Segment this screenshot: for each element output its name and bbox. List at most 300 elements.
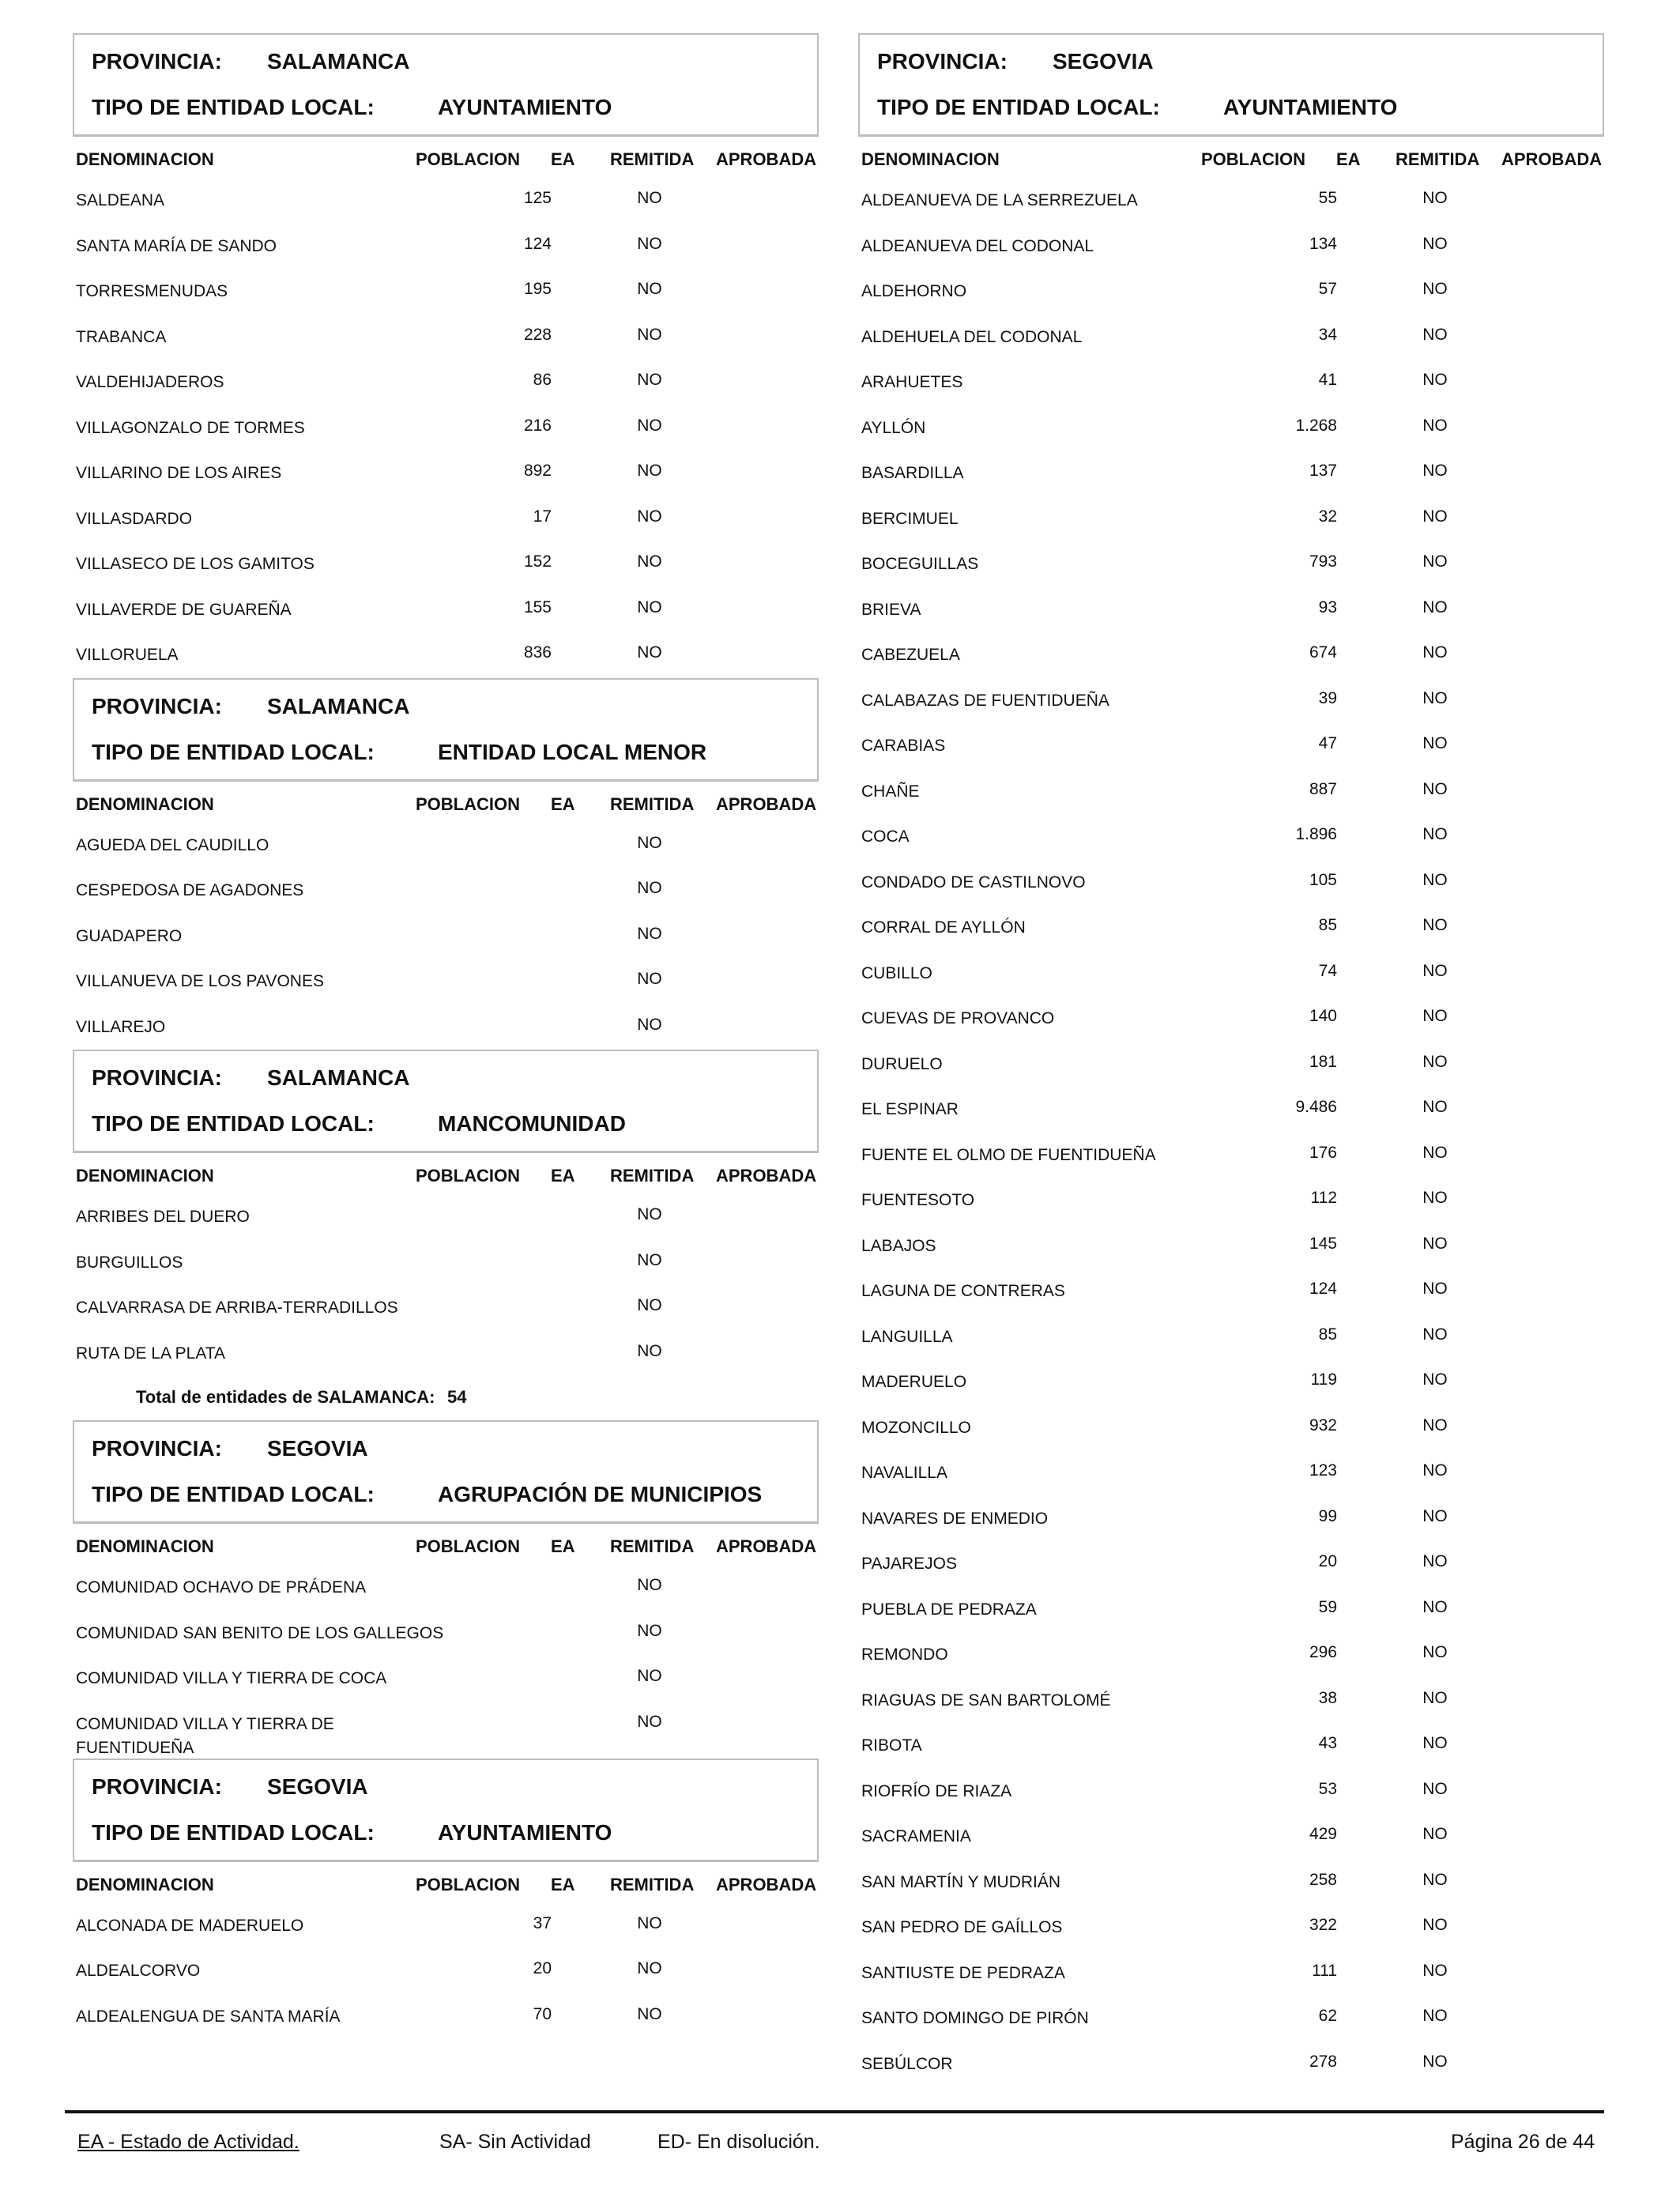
- denominacion-cell: VILLANUEVA DE LOS PAVONES: [76, 972, 324, 990]
- column-headers: [73, 781, 819, 823]
- table-row: [858, 1996, 1604, 2041]
- remitida-cell: NO: [1422, 1461, 1448, 1480]
- table-row: [858, 1042, 1604, 1088]
- poblacion-cell: 932: [1309, 1416, 1337, 1434]
- tipo-entidad-value: AYUNTAMIENTO: [438, 1819, 612, 1845]
- remitida-cell: NO: [1422, 734, 1448, 752]
- denominacion-cell: AGUEDA DEL CAUDILLO: [76, 835, 269, 854]
- denominacion-cell: DURUELO: [861, 1054, 943, 1073]
- col-header-poblacion: POBLACION: [416, 1536, 520, 1556]
- column-headers: [73, 136, 819, 178]
- poblacion-cell: 53: [1318, 1779, 1337, 1798]
- denominacion-cell: TORRESMENUDAS: [76, 282, 228, 300]
- remitida-cell: NO: [637, 371, 662, 389]
- remitida-cell: NO: [1422, 1416, 1448, 1434]
- denominacion-cell: ALDEANUEVA DE LA SERREZUELA: [861, 191, 1138, 209]
- denominacion-cell: ARAHUETES: [861, 373, 963, 391]
- col-header-aprobada: APROBADA: [716, 149, 817, 169]
- denominacion-cell: EL ESPINAR: [861, 1100, 959, 1118]
- col-header-denominacion: DENOMINACION: [76, 1166, 214, 1186]
- poblacion-cell: 47: [1318, 734, 1337, 752]
- col-header-ea: EA: [551, 149, 575, 169]
- poblacion-cell: 258: [1309, 1870, 1337, 1889]
- denominacion-cell: CONDADO DE CASTILNOVO: [861, 873, 1086, 892]
- remitida-cell: NO: [637, 325, 662, 344]
- poblacion-cell: 20: [533, 1959, 552, 1977]
- col-header-denominacion: DENOMINACION: [76, 1874, 214, 1894]
- table-row: [858, 1905, 1604, 1951]
- table-row: [73, 587, 819, 633]
- remitida-cell: NO: [1422, 1552, 1448, 1570]
- denominacion-cell: LABAJOS: [861, 1236, 936, 1255]
- poblacion-cell: 152: [523, 552, 552, 571]
- table-row: [73, 178, 819, 224]
- denominacion-cell: COMUNIDAD OCHAVO DE PRÁDENA: [76, 1578, 367, 1596]
- remitida-cell: NO: [637, 1250, 662, 1269]
- poblacion-cell: 887: [1309, 779, 1337, 798]
- poblacion-cell: 181: [1309, 1052, 1337, 1071]
- table-row: [858, 1405, 1604, 1451]
- column-headers: [73, 1861, 819, 1903]
- poblacion-cell: 123: [1309, 1461, 1337, 1480]
- table-row: [73, 823, 819, 869]
- table-row: [858, 1860, 1604, 1906]
- poblacion-cell: 137: [1309, 462, 1337, 480]
- col-header-remitida: REMITIDA: [610, 1166, 695, 1186]
- remitida-cell: NO: [637, 1621, 662, 1640]
- poblacion-cell: 296: [1309, 1643, 1337, 1661]
- col-header-aprobada: APROBADA: [716, 794, 817, 814]
- denominacion-cell: CALVARRASA DE ARRIBA-TERRADILLOS: [76, 1299, 398, 1317]
- denominacion-cell: CALABAZAS DE FUENTIDUEÑA: [861, 691, 1109, 710]
- col-header-ea: EA: [551, 794, 575, 814]
- table-row: [73, 496, 819, 542]
- poblacion-cell: 17: [533, 507, 552, 526]
- poblacion-cell: 20: [1318, 1552, 1337, 1570]
- table-row: [73, 1948, 819, 1994]
- denominacion-cell: COMUNIDAD VILLA Y TIERRA DE COCA: [76, 1669, 387, 1687]
- denominacion-cell: ALDEHORNO: [861, 282, 967, 300]
- denominacion-cell: VILLAVERDE DE GUAREÑA: [76, 600, 292, 619]
- remitida-cell: NO: [1422, 643, 1448, 662]
- remitida-cell: NO: [1422, 1597, 1448, 1616]
- denominacion-cell: CABEZUELA: [861, 646, 960, 664]
- remitida-cell: NO: [637, 2004, 662, 2023]
- remitida-cell: NO: [1422, 189, 1448, 207]
- denominacion-cell: PUEBLA DE PEDRAZA: [861, 1600, 1037, 1619]
- col-header-ea: EA: [551, 1536, 575, 1556]
- table-row: [858, 1223, 1604, 1269]
- table-row: [73, 1702, 819, 1759]
- remitida-cell: NO: [1422, 1643, 1448, 1661]
- poblacion-cell: 140: [1309, 1007, 1337, 1025]
- table-row: [858, 1450, 1604, 1496]
- poblacion-cell: 836: [523, 643, 552, 662]
- remitida-cell: NO: [637, 598, 662, 616]
- footer-legend-ea: EA - Estado de Actividad.: [77, 2131, 299, 2153]
- table-row: [858, 541, 1604, 587]
- remitida-cell: NO: [1422, 1007, 1448, 1025]
- poblacion-cell: 57: [1318, 280, 1337, 298]
- poblacion-cell: 70: [533, 2004, 552, 2023]
- table-row: [858, 814, 1604, 860]
- tipo-entidad-label: TIPO DE ENTIDAD LOCAL:: [92, 1482, 375, 1506]
- denominacion-cell: ALDEALENGUA DE SANTA MARÍA: [76, 2007, 341, 2026]
- tipo-entidad-value: ENTIDAD LOCAL MENOR: [438, 739, 707, 764]
- table-row: [858, 632, 1604, 678]
- table-row: [73, 360, 819, 405]
- tipo-entidad-value: AYUNTAMIENTO: [438, 95, 612, 119]
- remitida-cell: NO: [1422, 1506, 1448, 1525]
- remitida-cell: NO: [1422, 688, 1448, 707]
- denominacion-cell: FUENTESOTO: [861, 1191, 975, 1209]
- col-header-aprobada: APROBADA: [716, 1536, 817, 1556]
- table-row: [73, 1994, 819, 2040]
- remitida-cell: NO: [1422, 1688, 1448, 1707]
- denominacion-cell: MOZONCILLO: [861, 1418, 971, 1437]
- denominacion-cell: VILLORUELA: [76, 646, 179, 664]
- denominacion-cell: VILLASECO DE LOS GAMITOS: [76, 555, 315, 573]
- remitida-cell: NO: [637, 1712, 662, 1731]
- remitida-cell: NO: [1422, 1961, 1448, 1980]
- denominacion-cell: SANTO DOMINGO DE PIRÓN: [861, 2009, 1089, 2027]
- poblacion-cell: 93: [1318, 598, 1337, 616]
- denominacion-cell: RUTA DE LA PLATA: [76, 1344, 226, 1363]
- remitida-cell: NO: [637, 507, 662, 526]
- footer-rule: [65, 2110, 1604, 2113]
- col-header-remitida: REMITIDA: [1396, 149, 1480, 169]
- poblacion-cell: 86: [533, 371, 552, 389]
- table-row: [858, 1314, 1604, 1360]
- table-row: [73, 1611, 819, 1657]
- poblacion-cell: 119: [1310, 1370, 1337, 1389]
- poblacion-cell: 55: [1318, 189, 1337, 207]
- table-row: [858, 1541, 1604, 1587]
- col-header-poblacion: POBLACION: [1201, 149, 1305, 169]
- poblacion-cell: 37: [533, 1913, 552, 1932]
- poblacion-cell: 74: [1318, 961, 1337, 980]
- tipo-entidad-value: AGRUPACIÓN DE MUNICIPIOS: [438, 1482, 763, 1506]
- remitida-cell: NO: [637, 879, 662, 897]
- denominacion-cell: RIOFRÍO DE RIAZA: [861, 1781, 1012, 1800]
- table-row: [858, 269, 1604, 315]
- left-column: [73, 33, 819, 2039]
- remitida-cell: NO: [637, 234, 662, 253]
- denominacion-cell: VILLAGONZALO DE TORMES: [76, 418, 305, 437]
- tipo-entidad-label: TIPO DE ENTIDAD LOCAL:: [877, 95, 1160, 119]
- denominacion-cell: CESPEDOSA DE AGADONES: [76, 881, 304, 899]
- col-header-denominacion: DENOMINACION: [76, 1536, 214, 1556]
- remitida-cell: NO: [1422, 1734, 1448, 1752]
- poblacion-cell: 39: [1318, 688, 1337, 707]
- footer-legend-sa: SA- Sin Actividad: [439, 2131, 591, 2153]
- table-row: [73, 914, 819, 959]
- column-headers: [73, 1152, 819, 1194]
- remitida-cell: NO: [1422, 325, 1448, 344]
- denominacion-cell: SEBÚLCOR: [861, 2054, 953, 2073]
- remitida-cell: NO: [637, 1959, 662, 1977]
- table-row: [858, 224, 1604, 270]
- poblacion-cell: 41: [1318, 371, 1337, 389]
- table-row: [73, 224, 819, 270]
- col-header-poblacion: POBLACION: [416, 1166, 520, 1186]
- provincia-label: PROVINCIA:: [92, 49, 222, 74]
- denominacion-cell: VALDEHIJADEROS: [76, 373, 224, 391]
- remitida-cell: NO: [1422, 416, 1448, 435]
- denominacion-cell: CUBILLO: [861, 963, 932, 982]
- remitida-cell: NO: [1422, 2052, 1448, 2071]
- remitida-cell: NO: [1422, 1280, 1448, 1298]
- table-row: [858, 1632, 1604, 1678]
- col-header-aprobada: APROBADA: [716, 1166, 817, 1186]
- table-row: [73, 269, 819, 315]
- denominacion-cell: ALDEANUEVA DEL CODONAL: [861, 236, 1094, 255]
- table-row: [858, 769, 1604, 815]
- remitida-cell: NO: [1422, 1234, 1448, 1253]
- col-header-ea: EA: [551, 1874, 575, 1894]
- denominacion-cell: SANTA MARÍA DE SANDO: [76, 236, 277, 255]
- table-row: [73, 315, 819, 360]
- right-column: [858, 33, 1604, 2087]
- denominacion-cell: FUENTE EL OLMO DE FUENTIDUEÑA: [861, 1145, 1156, 1164]
- table-row: [858, 178, 1604, 224]
- remitida-cell: NO: [637, 280, 662, 298]
- remitida-cell: NO: [637, 1205, 662, 1223]
- col-header-poblacion: POBLACION: [416, 794, 520, 814]
- remitida-cell: NO: [1422, 870, 1448, 889]
- provincia-value: SALAMANCA: [267, 693, 410, 718]
- poblacion-cell: 9.486: [1295, 1098, 1337, 1116]
- denominacion-cell: RIBOTA: [861, 1736, 922, 1755]
- col-header-remitida: REMITIDA: [610, 794, 695, 814]
- table-row: [858, 1178, 1604, 1223]
- table-row: [858, 951, 1604, 997]
- poblacion-cell: 155: [523, 598, 552, 616]
- table-row: [858, 1951, 1604, 1996]
- table-row: [73, 1331, 819, 1377]
- remitida-cell: NO: [637, 462, 662, 480]
- denominacion-cell: ALCONADA DE MADERUELO: [76, 1916, 304, 1935]
- poblacion-cell: 38: [1318, 1688, 1337, 1707]
- denominacion-cell: ARRIBES DEL DUERO: [76, 1208, 250, 1226]
- poblacion-cell: 1.896: [1295, 825, 1337, 843]
- poblacion-cell: 793: [1309, 552, 1337, 571]
- denominacion-cell: LANGUILLA: [861, 1327, 953, 1346]
- table-row: [73, 1005, 819, 1050]
- table-row: [858, 1359, 1604, 1405]
- section-header: [858, 33, 1604, 136]
- denominacion-cell: BERCIMUEL: [861, 509, 959, 528]
- table-row: [858, 860, 1604, 906]
- poblacion-cell: 99: [1318, 1506, 1337, 1525]
- remitida-cell: NO: [1422, 280, 1448, 298]
- col-header-poblacion: POBLACION: [416, 1874, 520, 1894]
- denominacion-cell: AYLLÓN: [861, 418, 926, 437]
- table-row: [73, 450, 819, 496]
- remitida-cell: NO: [1422, 598, 1448, 616]
- section-header: [73, 678, 819, 781]
- denominacion-cell: BOCEGUILLAS: [861, 555, 979, 573]
- table-row: [73, 868, 819, 914]
- denominacion-cell: COMUNIDAD VILLA Y TIERRA DE FUENTIDUEÑA: [76, 1714, 334, 1757]
- table-row: [858, 2041, 1604, 2087]
- denominacion-cell: SANTIUSTE DE PEDRAZA: [861, 1963, 1065, 1982]
- table-row: [858, 1269, 1604, 1314]
- denominacion-cell: VILLARINO DE LOS AIRES: [76, 464, 282, 482]
- remitida-cell: NO: [1422, 825, 1448, 843]
- provincia-value: SEGOVIA: [267, 1774, 368, 1799]
- table-row: [858, 1814, 1604, 1860]
- remitida-cell: NO: [637, 1341, 662, 1360]
- denominacion-cell: LAGUNA DE CONTRERAS: [861, 1282, 1065, 1300]
- table-row: [73, 959, 819, 1005]
- denominacion-cell: COMUNIDAD SAN BENITO DE LOS GALLEGOS: [76, 1623, 444, 1642]
- page-number: Página 26 de 44: [1451, 2131, 1595, 2153]
- table-row: [858, 1678, 1604, 1724]
- poblacion-cell: 124: [523, 234, 552, 253]
- table-row: [73, 1285, 819, 1331]
- table-row: [73, 1240, 819, 1286]
- denominacion-cell: SALDEANA: [76, 191, 165, 209]
- table-row: [858, 996, 1604, 1042]
- remitida-cell: NO: [1422, 916, 1448, 934]
- poblacion-cell: 278: [1309, 2052, 1337, 2071]
- remitida-cell: NO: [637, 416, 662, 435]
- denominacion-cell: ALDEHUELA DEL CODONAL: [861, 327, 1083, 346]
- poblacion-cell: 674: [1309, 643, 1337, 662]
- col-header-ea: EA: [1336, 149, 1361, 169]
- poblacion-cell: 892: [523, 462, 552, 480]
- remitida-cell: NO: [1422, 1325, 1448, 1344]
- remitida-cell: NO: [637, 1667, 662, 1685]
- poblacion-cell: 112: [1310, 1189, 1337, 1207]
- provincia-label: PROVINCIA:: [92, 1774, 222, 1799]
- remitida-cell: NO: [637, 1576, 662, 1594]
- tipo-entidad-label: TIPO DE ENTIDAD LOCAL:: [92, 1819, 375, 1845]
- provincia-value: SALAMANCA: [267, 1065, 410, 1090]
- provincia-label: PROVINCIA:: [92, 693, 222, 718]
- table-row: [858, 678, 1604, 724]
- table-row: [858, 1769, 1604, 1815]
- province-total: [73, 1376, 819, 1420]
- denominacion-cell: REMONDO: [861, 1646, 948, 1664]
- table-row: [858, 405, 1604, 451]
- table-row: [858, 315, 1604, 360]
- denominacion-cell: BASARDILLA: [861, 464, 964, 482]
- table-row: [73, 541, 819, 587]
- poblacion-cell: 216: [523, 416, 552, 435]
- footer-legend-ed: ED- En disolución.: [657, 2131, 820, 2153]
- col-header-remitida: REMITIDA: [610, 1536, 695, 1556]
- table-row: [73, 1194, 819, 1240]
- table-row: [858, 360, 1604, 405]
- poblacion-cell: 322: [1309, 1916, 1337, 1934]
- provincia-label: PROVINCIA:: [877, 49, 1008, 74]
- remitida-cell: NO: [637, 189, 662, 207]
- provincia-label: PROVINCIA:: [92, 1436, 222, 1461]
- remitida-cell: NO: [1422, 2007, 1448, 2025]
- provincia-value: SALAMANCA: [267, 49, 410, 74]
- denominacion-cell: PAJAREJOS: [861, 1555, 957, 1573]
- col-header-aprobada: APROBADA: [1501, 149, 1603, 169]
- table-row: [73, 1565, 819, 1611]
- remitida-cell: NO: [1422, 1870, 1448, 1889]
- remitida-cell: NO: [637, 1015, 662, 1034]
- remitida-cell: NO: [1422, 961, 1448, 980]
- poblacion-cell: 1.268: [1295, 416, 1337, 435]
- poblacion-cell: 62: [1318, 2007, 1337, 2025]
- remitida-cell: NO: [637, 833, 662, 852]
- remitida-cell: NO: [1422, 1143, 1448, 1162]
- remitida-cell: NO: [637, 643, 662, 662]
- table-row: [858, 905, 1604, 951]
- section-header: [73, 1759, 819, 1861]
- poblacion-cell: 176: [1309, 1143, 1337, 1162]
- remitida-cell: NO: [1422, 462, 1448, 480]
- remitida-cell: NO: [637, 924, 662, 943]
- poblacion-cell: 105: [1309, 870, 1337, 889]
- remitida-cell: NO: [637, 552, 662, 571]
- table-row: [858, 496, 1604, 542]
- table-row: [858, 1587, 1604, 1633]
- table-row: [73, 1656, 819, 1702]
- province-total-value: 54: [447, 1387, 467, 1407]
- section-header: [73, 1420, 819, 1523]
- denominacion-cell: BRIEVA: [861, 600, 921, 619]
- poblacion-cell: 85: [1318, 1325, 1337, 1344]
- denominacion-cell: NAVARES DE ENMEDIO: [861, 1509, 1049, 1528]
- denominacion-cell: CARABIAS: [861, 737, 946, 755]
- remitida-cell: NO: [1422, 1189, 1448, 1207]
- province-total-label: Total de entidades de SALAMANCA:: [136, 1387, 435, 1407]
- poblacion-cell: 32: [1318, 507, 1337, 526]
- table-row: [73, 632, 819, 678]
- tipo-entidad-value: AYUNTAMIENTO: [1223, 95, 1398, 119]
- remitida-cell: NO: [1422, 1916, 1448, 1934]
- tipo-entidad-label: TIPO DE ENTIDAD LOCAL:: [92, 95, 375, 119]
- denominacion-cell: NAVALILLA: [861, 1464, 947, 1482]
- remitida-cell: NO: [1422, 1098, 1448, 1116]
- denominacion-cell: VILLAREJO: [76, 1017, 166, 1036]
- poblacion-cell: 43: [1318, 1734, 1337, 1752]
- remitida-cell: NO: [1422, 507, 1448, 526]
- column-headers: [73, 1523, 819, 1565]
- denominacion-cell: CHAÑE: [861, 782, 920, 801]
- tipo-entidad-label: TIPO DE ENTIDAD LOCAL:: [92, 1111, 375, 1136]
- provincia-label: PROVINCIA:: [92, 1065, 222, 1090]
- denominacion-cell: GUADAPERO: [76, 926, 183, 945]
- denominacion-cell: SAN MARTÍN Y MUDRIÁN: [861, 1872, 1061, 1891]
- remitida-cell: NO: [1422, 552, 1448, 571]
- poblacion-cell: 85: [1318, 916, 1337, 934]
- poblacion-cell: 134: [1309, 234, 1337, 253]
- section-header: [73, 1050, 819, 1152]
- col-header-denominacion: DENOMINACION: [76, 149, 214, 169]
- table-row: [858, 723, 1604, 769]
- remitida-cell: NO: [637, 1296, 662, 1314]
- remitida-cell: NO: [1422, 779, 1448, 798]
- denominacion-cell: MADERUELO: [861, 1373, 967, 1391]
- remitida-cell: NO: [1422, 1825, 1448, 1843]
- remitida-cell: NO: [1422, 234, 1448, 253]
- section-header: [73, 33, 819, 136]
- poblacion-cell: 145: [1309, 1234, 1337, 1253]
- denominacion-cell: ALDEALCORVO: [76, 1962, 201, 1980]
- denominacion-cell: BURGUILLOS: [76, 1253, 183, 1272]
- table-row: [858, 587, 1604, 633]
- poblacion-cell: 195: [523, 280, 552, 298]
- col-header-aprobada: APROBADA: [716, 1874, 817, 1894]
